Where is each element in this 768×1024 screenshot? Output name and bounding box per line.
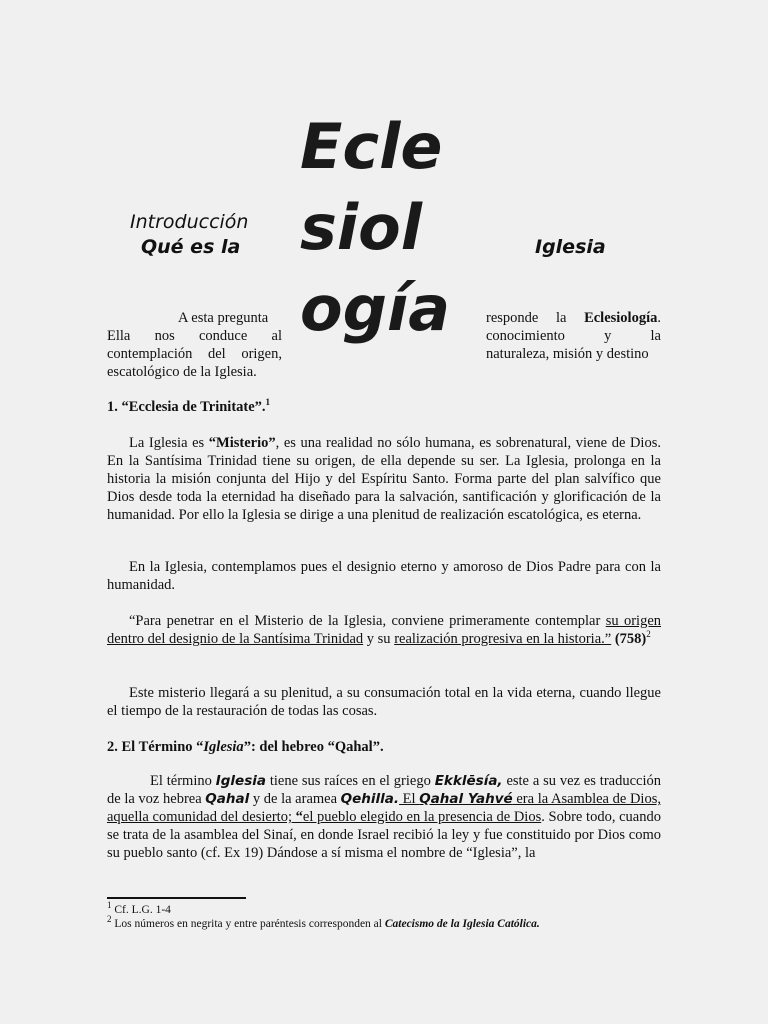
footnote-ref-2[interactable]: 2 [646, 629, 651, 640]
section-1-quote: “Para penetrar en el Misterio de la Iglesia, conviene primeramente contemplar su origen dentro del designio de la Santísima Trinidad y su realización progresiva en la historia.” $(758)^2$ [107, 613, 662, 647]
intro-left-line-3: contemplación del origen, [107, 346, 282, 362]
section-1-heading: 1. “Ecclesia de Trinitate”.$^1$ [107, 397, 271, 415]
section-1-paragraph-2: En la Iglesia, contemplamos pues el designio eterno y amoroso de Dios Padre para con la humanidad. [107, 559, 661, 593]
title-line-1: Ecle [300, 110, 443, 183]
intro-left-line-2: Ella nos conduce al [107, 328, 282, 344]
footnote-2: $^2$ Los números en negrita y entre paréntesis corresponden al Catecismo de la Iglesia Católica. [107, 914, 540, 930]
footnote-divider [107, 897, 246, 899]
intro-left-column [107, 309, 282, 381]
footnote-ref-1[interactable]: 1 [265, 397, 271, 408]
intro-left-line-4: escatológico de la Iglesia. [107, 364, 257, 380]
document-title [300, 106, 460, 349]
intro-right-line-1: responde la Eclesiología. [486, 310, 661, 326]
eclesiologia-term: Eclesiología [584, 310, 658, 326]
question-left: Qué es la [141, 236, 241, 258]
section-1-paragraph-1: La Iglesia es “Misterio”, es una realidad no sólo humana, es sobrenatural, viene de Dios. En la Santísima Trinidad tiene su origen, de ella depende su ser. La Iglesia, prolonga en la historia la misión conjunta del Hijo y del Espíritu Santo. Forma parte del plan salvífico que Dios desde toda la eternidad ha diseñado para la salvación, santificación y glorificación de la humanidad. Por ello la Iglesia se dirige a una plenitud de realización escatológica, es eterna. [107, 435, 661, 523]
catechism-ref: (758) [614, 631, 647, 647]
section-1-paragraph-4: Este misterio llegará a su plenitud, a su consumación total en la vida eterna, cuando llegue el tiempo de la restauración de todas las cosas. [107, 685, 661, 719]
intro-right-line-2: conocimiento y la [486, 328, 661, 344]
misterio-term: “Misterio” [208, 435, 276, 451]
intro-left-line-1: A esta pregunta [178, 310, 269, 326]
section-2-paragraph-1: El término Iglesia tiene sus raíces en el griego Ekklēsía, este a su vez es traducción de la voz hebrea Qahal y de la aramea Qehilla. El Qahal Yahvé era la Asamblea de Dios, aquella comunidad del desierto; “el pueblo elegido en la presencia de Dios. Sobre todo, cuando se trata de la asamblea del Sinaí, en donde Israel recibió la ley y fue constituido por Dios como su pueblo santo (cf. Ex 19) Dándose a sí misma el nombre de “Iglesia”, la [107, 773, 661, 861]
intro-label: Introducción [130, 211, 249, 233]
title-line-3: ogía [300, 272, 451, 345]
intro-right-column [486, 309, 661, 363]
section-2-heading: 2. El Término “Iglesia”: del hebreo “Qahal”. [107, 739, 384, 755]
title-line-2: siol [300, 191, 423, 264]
intro-right-line-3: naturaleza, misión y destino [486, 346, 649, 362]
question-right: Iglesia [535, 236, 606, 258]
footnote-1: $^1$ Cf. L.G. 1-4 [107, 900, 171, 916]
